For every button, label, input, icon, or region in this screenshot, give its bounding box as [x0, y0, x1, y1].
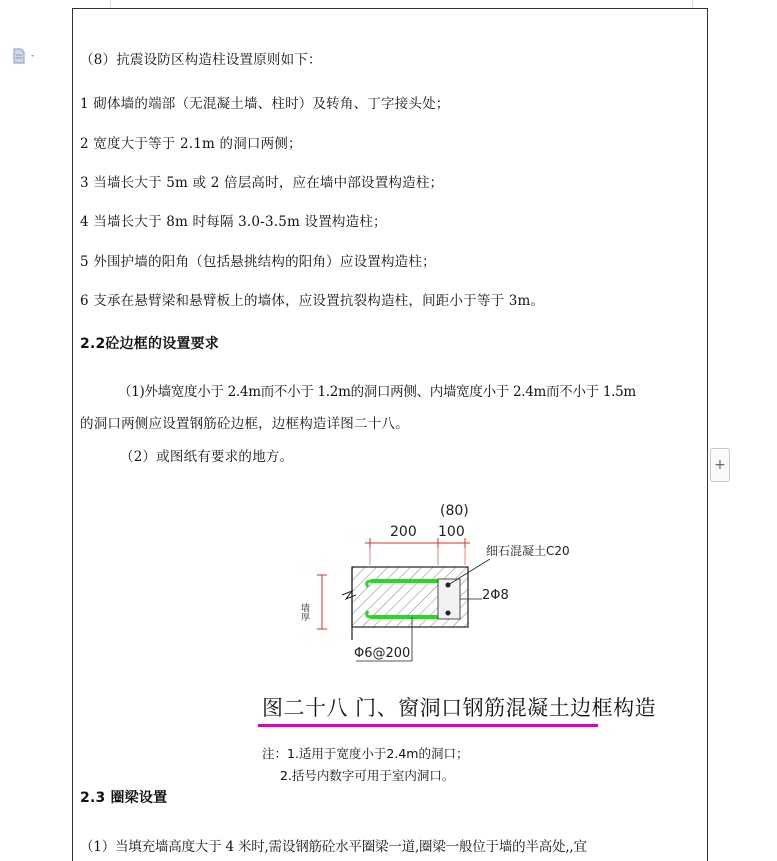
figure-caption: 图二十八 门、窗洞口钢筋混凝土边框构造: [262, 696, 657, 720]
figure-note-2: 2.括号内数字可用于室内洞口。: [280, 768, 455, 783]
section-22-heading: 2.2砼边框的设置要求: [80, 336, 220, 352]
section-22-para1-line2: 的洞口两侧应设置钢筋砼边框，边框构造详图二十八。: [80, 416, 409, 432]
add-comment-button[interactable]: +: [710, 448, 730, 482]
principle-3: 3 当墙长大于 5m 或 2 倍层高时，应在墙中部设置构造柱；: [80, 175, 444, 191]
section-23-para1: （1）当填充墙高度大于 4 米时,需设钢筋砼水平圈梁一道,圈梁一般位于墙的半高处,,宜: [80, 839, 587, 855]
intro-heading: （8）抗震设防区构造柱设置原则如下：: [80, 52, 322, 68]
ruler-line-left: [110, 0, 111, 8]
principle-4: 4 当墙长大于 8m 时每隔 3.0-3.5m 设置构造柱；: [80, 214, 387, 230]
principle-1: 1 砌体墙的端部（无混凝土墙、柱时）及转角、丁字接头处；: [80, 96, 450, 112]
caption-underline: [258, 724, 598, 727]
figure-note-1: 注：1.适用于宽度小于2.4m的洞口；: [262, 746, 469, 761]
label-stirrup: Φ6@200: [354, 646, 411, 661]
section-22-para1-line1: （1)外墙宽度小于 2.4m而不小于 1.2m的洞口两侧、内墙宽度小于 2.4m而不小于 1.5m: [118, 384, 636, 400]
figure-drawing: [290, 495, 570, 675]
label-concrete: 细石混凝土C20: [486, 544, 570, 558]
principle-2: 2 宽度大于等于 2.1m 的洞口两侧；: [80, 136, 302, 152]
section-23-heading: 2.3 圈梁设置: [80, 790, 168, 806]
rebar-dot-2: [446, 611, 451, 616]
document-icon[interactable]: [12, 48, 38, 64]
top-strip: [0, 0, 777, 8]
label-rebar: 2Φ8: [482, 588, 509, 603]
label-wall: 墙厚: [299, 603, 309, 621]
section-22-para2: （2）或图纸有要求的地方。: [120, 449, 294, 465]
dim-right-label: 100: [438, 524, 465, 540]
dim-top-label: (80): [440, 503, 469, 519]
principle-6: 6 支承在悬臂梁和悬臂板上的墙体，应设置抗裂构造柱，间距小于等于 3m。: [80, 293, 545, 309]
dim-left-label: 200: [390, 524, 417, 540]
principle-5: 5 外围护墙的阳角（包括悬挑结构的阳角）应设置构造柱；: [80, 254, 436, 270]
ruler-line-right: [692, 0, 693, 8]
